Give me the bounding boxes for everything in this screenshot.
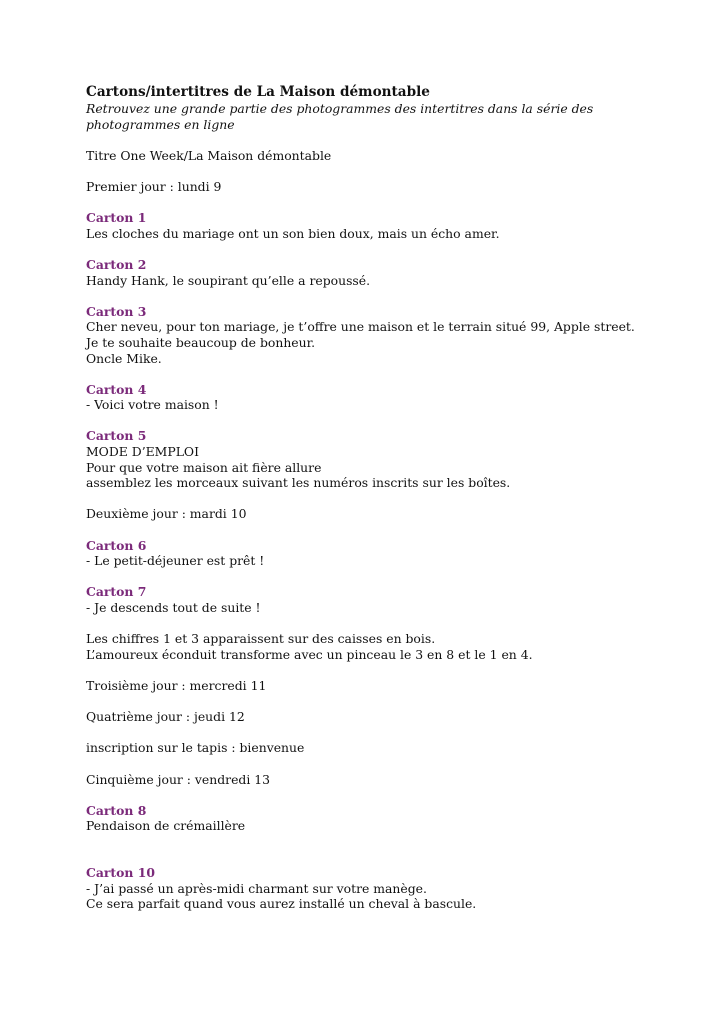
carton-text-line: Je te souhaite beaucoup de bonheur. xyxy=(86,334,316,350)
carton-text-line: Pendaison de crémaillère xyxy=(86,818,246,834)
day-heading-4: Quatrième jour : jeudi 12 xyxy=(86,709,245,725)
document-page xyxy=(86,84,646,927)
carton-text-line: Ce sera parfait quand vous aurez installé un cheval à bascule. xyxy=(86,896,477,912)
carton-text-line: - Le petit-déjeuner est prêt ! xyxy=(86,553,265,569)
paragraph-titre: Titre One Week/La Maison démontable xyxy=(86,147,332,163)
carton-text-line: - J’ai passé un après-midi charmant sur votre manège. xyxy=(86,880,427,896)
carton-text-line: Cher neveu, pour ton mariage, je t’offre une maison et le terrain situé 99, Apple street. xyxy=(86,319,635,335)
document-title: Cartons/intertitres de La Maison démontable xyxy=(86,84,430,100)
carton-block-6 xyxy=(86,538,646,569)
carton-heading: Carton 4 xyxy=(86,381,147,397)
carton-text-line: MODE D’EMPLOI xyxy=(86,444,199,460)
day-heading-1: Premier jour : lundi 9 xyxy=(86,178,222,194)
carton-heading: Carton 8 xyxy=(86,802,147,818)
carton-block-7 xyxy=(86,584,646,615)
carton-heading: Carton 7 xyxy=(86,584,147,600)
day-heading-5: Cinquième jour : vendredi 13 xyxy=(86,771,271,787)
paragraph-line: Les chiffres 1 et 3 apparaissent sur des caisses en bois. xyxy=(86,631,436,647)
carton-block-8 xyxy=(86,803,646,834)
carton-block-5 xyxy=(86,428,646,490)
carton-text-line: Pour que votre maison ait fière allure xyxy=(86,459,322,475)
carton-text-line: assemblez les morceaux suivant les numéros inscrits sur les boîtes. xyxy=(86,475,511,491)
paragraph-chiffres xyxy=(86,631,646,662)
carton-heading: Carton 6 xyxy=(86,537,147,553)
paragraph-line: L’amoureux éconduit transforme avec un pinceau le 3 en 8 et le 1 en 4. xyxy=(86,646,533,662)
day-heading-2: Deuxième jour : mardi 10 xyxy=(86,506,247,522)
carton-text-line: Handy Hank, le soupirant qu’elle a repoussé. xyxy=(86,272,371,288)
carton-block-10 xyxy=(86,865,646,912)
carton-heading: Carton 1 xyxy=(86,210,147,226)
carton-heading: Carton 5 xyxy=(86,428,147,444)
carton-heading: Carton 2 xyxy=(86,256,147,272)
carton-block-4 xyxy=(86,382,646,413)
carton-text-line: - Je descends tout de suite ! xyxy=(86,600,261,615)
carton-text-line: - Voici votre maison ! xyxy=(86,397,219,413)
carton-heading: Carton 10 xyxy=(86,864,155,880)
carton-heading: Carton 3 xyxy=(86,303,147,319)
carton-block-3 xyxy=(86,304,646,366)
carton-block-1 xyxy=(86,210,646,241)
carton-block-2 xyxy=(86,257,646,288)
day-heading-3: Troisième jour : mercredi 11 xyxy=(86,677,267,693)
carton-text-line: Les cloches du mariage ont un son bien doux, mais un écho amer. xyxy=(86,225,500,241)
carton-text-line: Oncle Mike. xyxy=(86,350,162,366)
document-subtitle: Retrouvez une grande partie des photogrammes des intertitres dans la série des photogrammes en ligne xyxy=(86,101,594,132)
paragraph-tapis: inscription sur le tapis : bienvenue xyxy=(86,740,305,756)
